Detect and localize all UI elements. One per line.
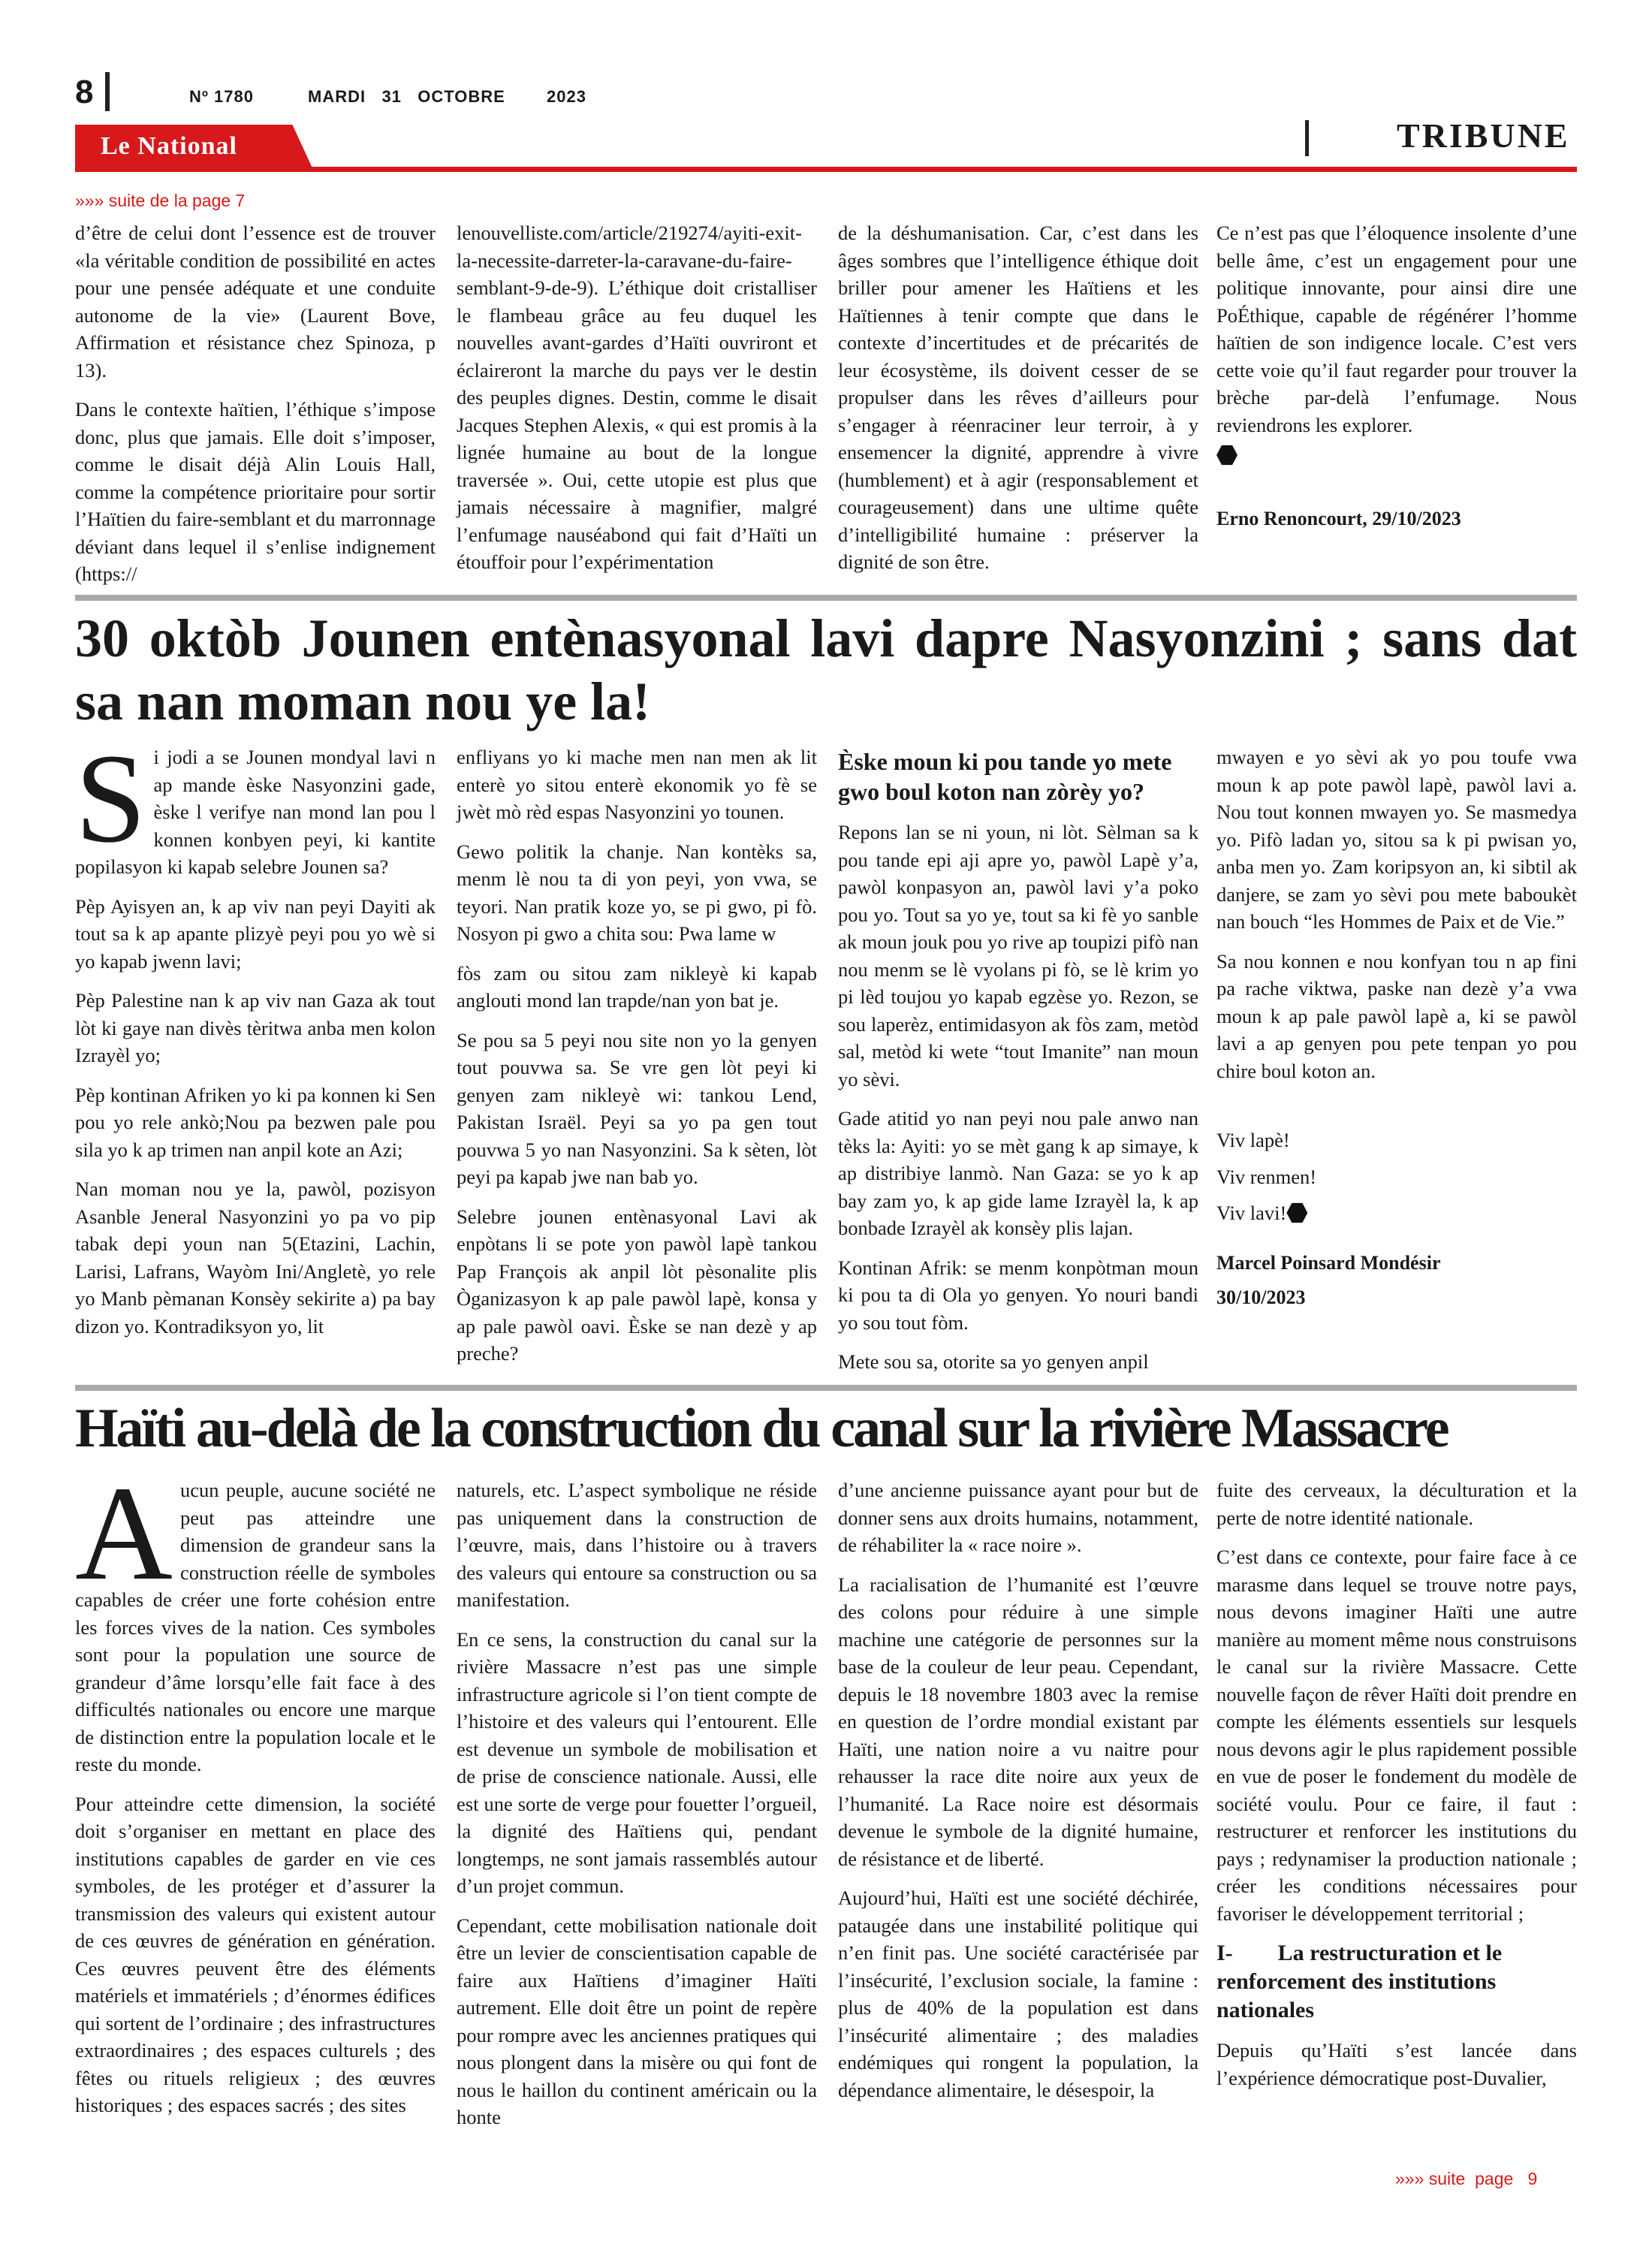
paragraph: mwayen e yo sèvi ak yo pou toufe vwa moun k ap pote pawòl lapè, pawòl lavi a. Nou tout konnen mwayen yo. Se masmedya yo. Pifò ladan yo, sitou sa k pi pwisan yo, anba men yo. Zam koripsyon an, ki sibtil ak danjere, se zam yo sèvi pou mete baboukèt nan bouch “les Hommes de Paix et de Vie.” bbox=[1216, 746, 1577, 933]
paragraph: fòs zam ou sitou zam nikleyè ki kapab anglouti mond lan trapde/nan yon bat je. bbox=[457, 961, 817, 1012]
paragraph: La racialisation de l’humanité est l’œuvre des colons pour réduire à une simple machine une catégorie de personnes sur la base de la couleur de leur peau. Cependant, depuis le 18 novembre 1803 avec la remise en question de l’ordre mondial existant par Haïti, une nation noire a vu naitre pour rehausser la race dite noire aux yeux de l’humanité. La Race noire est désormais devenue le symbole de la dignité humaine, de résistance et de liberté. bbox=[838, 1573, 1198, 1870]
article1-column-2 bbox=[457, 219, 817, 588]
article3-headline: Haïti au-delà de la construction du canal sur la rivière Massacre bbox=[75, 1398, 1448, 1459]
paragraph: Sa nou konnen e nou konfyan tou n ap fini pa rache viktwa, paske nan dezè y’a vwa moun k ap pale pawòl lapè a, ki se pawòl lavi a ap genyen pou pete tenpan yo pou chire boul koton an. bbox=[1216, 949, 1577, 1082]
continued-from[interactable]: »»» suite de la page 7 bbox=[75, 191, 246, 210]
paragraph: fuite des cerveaux, la déculturation et la perte de notre identité nationale. bbox=[1216, 1479, 1577, 1529]
article3-column-2 bbox=[457, 1476, 817, 2143]
brand-logo: Le National bbox=[101, 132, 237, 160]
paragraph: Nan moman nou ye la, pawòl, pozisyon Asanble Jeneral Nasyonzini yo pa vo pip tabak depi youn nan 5(Etazini, Lachin, Larisi, Lafrans, Wayòm Ini/Angletè, yo rele yo Manb pèmanan Konsèy sekirite a) pa bay dizon yo. Kontradiksyon yo, lit bbox=[75, 1178, 436, 1338]
subheading: Èske moun ki pou tande yo mete gwo boul koton nan zòrèy yo? bbox=[838, 748, 1172, 805]
drop-cap: S bbox=[75, 728, 146, 869]
paragraph: Pèp kontinan Afriken yo ki pa konnen ki Sen pou yo rele ankò;Nou pa bezwen pale pou sila yo k ap trimen nan anpil kote an Azi; bbox=[75, 1083, 436, 1161]
section-heading: I- La restructuration et le renforcement des institutions nationales bbox=[1216, 1941, 1508, 2022]
paragraph: Mete sou sa, otorite sa yo genyen anpil bbox=[838, 1350, 1149, 1373]
paragraph: d’être de celui dont l’essence est de trouver «la véritable condition de possibilité en actes pour une pensée adéquate et une conduite autonome de la vie» (Laurent Bove, Affirmation et résistance chez Spinoza, p 13). bbox=[75, 222, 436, 382]
section-title: TRIBUNE bbox=[1397, 116, 1570, 155]
paragraph: Depuis qu’Haïti s’est lancée dans l’expérience démocratique post-Duvalier, bbox=[1216, 2039, 1577, 2089]
end-mark-icon bbox=[1216, 445, 1237, 466]
page-number-divider bbox=[105, 72, 110, 111]
paragraph: En ce sens, la construction du canal sur la rivière Massacre n’est pas une simple infrastructure agricole si l’on tient compte de l’histoire et des valeurs qui l’entourent. Elle est devenue un symbole de mobilisation et de prise de conscience nationale. Aussi, elle est une sorte de verge pour fouetter l’orgueil, la dignité des Haïtiens qui, pendant longtemps, ne sont jamais rassemblés autour d’un projet commun. bbox=[457, 1627, 817, 1897]
paragraph: Pèp Ayisyen an, k ap viv nan peyi Dayiti ak tout sa k ap apante plizyè peyi pou yo wè si yo kapab jwenn lavi; bbox=[75, 894, 436, 973]
article3-column-1 bbox=[75, 1458, 436, 2131]
header-rule bbox=[75, 167, 1577, 172]
paragraph: Gade atitid yo nan peyi nou pale anwo nan tèks la: Ayiti: yo se mèt gang k ap simaye, k ap distribiye lanmò. Nan Gaza: se yo k ap bay zam yo, k ap gide lame Izrayèl la, k ap bonbade Izrayèl ak konsèy plis lajan. bbox=[838, 1107, 1198, 1239]
article2-column-1 bbox=[75, 728, 436, 1352]
article2-column-2 bbox=[457, 743, 817, 1380]
paragraph: ucun peuple, aucune société ne peut pas atteindre une dimension de grandeur sans la construction réelle de symboles capables de créer une forte cohésion entre les forces vives de la nation. Ces symboles sont pour la population une source de grandeur d’âme lorsqu’elle fait face à des difficultés nationales ou encore une marque de distinction entre la population locale et le reste du monde. bbox=[75, 1479, 436, 1775]
issue-number: Nº 1780 bbox=[189, 87, 254, 106]
paragraph: de la déshumanisation. Car, c’est dans les âges sombres que l’intelligence éthique doit briller pour amener les Haïtiens et les Haïtiennes à tenir compte que dans le contexte d’incertitudes et de précarités de leur écosystème, ils doivent cesser de se propulser dans les rêves d’ailleurs pour s’engager à réenraciner leur terroir, à y ensemencer la dignité, apprendre à vivre (humblement) et à agir (responsablement et courageusement) dans une ultime quête d’intelligibilité humaine : préserver la dignité de son être. bbox=[838, 222, 1198, 573]
paragraph: lenouvelliste.com/article/219274/ayiti-exit-la-necessite-darreter-la-caravane-du-faire-semblant-9-de-9). L’éthique doit cristalliser le flambeau grâce au feu duquel les nouvelles avant-gardes d’Haïti ouvriront et éclaireront la marche du pays ver le destin des peuples dignes. Destin, comme le disait Jacques Stephen Alexis, « qui est promis à la lignée humaine au bout de la longue traversée ». Oui, cette utopie est plus que jamais nécessaire à magnifier, malgré l’enfumage nauséabond qui fait d’Haïti un étouffoir pour l’expérimentation bbox=[457, 222, 817, 573]
issue-date: MARDI 31 OCTOBRE bbox=[308, 87, 505, 106]
article2-headline: 30 oktòb Jounen entènasyonal lavi dapre Nasyonzini ; sans dat sa nan moman nou ye la! bbox=[75, 608, 1577, 731]
paragraph: naturels, etc. L’aspect symbolique ne réside pas uniquement dans la construction de l’œuvre, mais, dans l’histoire ou à travers des valeurs qui entoure sa construction ou sa manifestation. bbox=[457, 1479, 817, 1611]
article3-column-3 bbox=[838, 1476, 1198, 2116]
end-mark-icon bbox=[1286, 1202, 1307, 1223]
issue-year: 2023 bbox=[547, 87, 586, 106]
closing-line: Viv lavi! bbox=[1216, 1202, 1287, 1224]
article1-column-4 bbox=[1216, 219, 1577, 544]
paragraph: Pèp Palestine nan k ap viv nan Gaza ak tout lòt ki gaye nan divès tèritwa anba men kolon Izrayèl yo; bbox=[75, 989, 436, 1066]
closing-line: Viv lapè! bbox=[1216, 1129, 1290, 1151]
drop-cap: A bbox=[75, 1458, 173, 1608]
article2-column-3 bbox=[838, 746, 1198, 1388]
paragraph: Gewo politik la chanje. Nan kontèks sa, menm lè nou ta di yon peyi, yon vwa, se teyori. Nan pratik koze yo, se pi gwo, pi fò. Nosyon pi gwo a chita sou: Pwa lame w bbox=[457, 840, 817, 945]
continued-to[interactable]: »»» suite page 9 bbox=[1395, 2169, 1538, 2188]
paragraph: d’une ancienne puissance ayant pour but de donner sens aux droits humains, notamment, de réhabiliter la « race noire ». bbox=[838, 1479, 1198, 1556]
article1-column-3 bbox=[838, 219, 1198, 588]
paragraph: Pour atteindre cette dimension, la société doit s’organiser en mettant en place des institutions capables de garder en vie ces symboles, de les protéger et d’assurer la transmission des valeurs qui existent autour de ces œuvres de génération en génération. Ces œuvres peuvent être des éléments matériels et immatériels ; d’énormes édifices qui sortent de l’ordinaire ; des infrastructures extraordinaires ; des espaces culturels ; des fêtes ou rituels religieux ; des œuvres historiques ; des espaces sacrés ; des sites bbox=[75, 1792, 436, 2116]
closing-line: Viv renmen! bbox=[1216, 1165, 1317, 1188]
paragraph: i jodi a se Jounen mondyal lavi n ap mande èske Nasyonzini gade, èske l verifye nan mond lan pou l konnen konbyen peyi, ki kantite popilasyon ki kapab selebre Jounen sa? bbox=[75, 746, 436, 878]
page-number: 8 bbox=[75, 74, 94, 110]
article-separator bbox=[75, 595, 1577, 601]
paragraph: Repons lan se ni youn, ni lòt. Sèlman sa k pou tande epi aji apre yo, pawòl Lapè y’a, pawòl konpasyon an, pawòl lavi y’a poko pou yo. Tout sa yo ye, tout sa ki fè yo sanble ak moun jouk pou yo rive ap toupizi pifò nan nou menm se lè vyolans pi fò, se lè krim yo pi lèd toujou yo kapab egzèse yo. Rezon, se sou laperèz, entimidasyon ak fòs zam, metòd sal, metòd ki wete “tout Imanite” nan moun yo sèvi. bbox=[838, 821, 1198, 1090]
signature-date: 30/10/2023 bbox=[1216, 1286, 1306, 1308]
paragraph: Aujourd’hui, Haïti est une société déchirée, pataugée dans une instabilité politique qui n’en finit pas. Une société caractérisée par l’insécurité, l’exclusion sociale, la famine : plus de 40% de la population est dans l’insécurité alimentaire ; des maladies endémiques qui rongent la population, la dépendance alimentaire, le désespoir, la bbox=[838, 1887, 1198, 2101]
signature: Erno Renoncourt, 29/10/2023 bbox=[1216, 507, 1461, 529]
article3-column-4 bbox=[1216, 1476, 1577, 2104]
article-separator bbox=[75, 1385, 1577, 1391]
paragraph: Dans le contexte haïtien, l’éthique s’impose donc, plus que jamais. Elle doit s’imposer, comme le disait déjà Alin Louis Hall, comme la compétence prioritaire pour sortir l’Haïtien du faire-semblant et du marronnage déviant dans lequel il s’enlise indignement (https:// bbox=[75, 398, 436, 585]
signature-name: Marcel Poinsard Mondésir bbox=[1216, 1251, 1441, 1274]
article2-column-4 bbox=[1216, 743, 1577, 1324]
paragraph: enfliyans yo ki mache men nan men ak lit enterè yo sitou enterè ekonomik yo fè se jwèt mò rèd espas Nasyonzini yo tounen. bbox=[457, 746, 817, 823]
section-divider bbox=[1305, 120, 1309, 156]
paragraph: C’est dans ce contexte, pour faire face à ce marasme dans lequel se trouve notre pays, nous devons imaginer Haïti une autre manière au moment même nous construisons le canal sur la rivière Massacre. Cette nouvelle façon de rêver Haïti doit prendre en compte les éléments essentiels sur lesquels nous devons agir le plus rapidement possible en vue de poser le fondement du modèle de société voulu. Pour ce faire, il faut : restructurer et renforcer les institutions du pays ; redynamiser la production nationale ; créer les conditions nécessaires pour favoriser le développement territorial ; bbox=[1216, 1546, 1577, 1925]
paragraph: Selebre jounen entènasyonal Lavi ak enpòtans li se pote yon pawòl lapè tankou Pap François ak anpil lòt pèsonalite plis Òganizasyon k ap pale pawòl lapè, konsa y ap pale pawòl oavi. Èske se nan dezè y ap preche? bbox=[457, 1205, 817, 1365]
paragraph: Cependant, cette mobilisation nationale doit être un levier de conscientisation capable de faire aux Haïtiens d’imaginer Haïti autrement. Elle doit être un point de repère pour rompre avec les anciennes pratiques qui nous plongent dans la misère ou qui font de nous le haillon du continent américain ou la honte bbox=[457, 1914, 817, 2128]
paragraph: Ce n’est pas que l’éloquence insolente d’une belle âme, c’est un engagement pour une politique innovante, pour ainsi dire une PoÉthique, capable de régénérer l’homme haïtien de son indigence locale. C’est vers cette voie qu’il faut regarder pour trouver la brèche par-delà l’enfumage. Nous reviendrons les explorer. bbox=[1216, 222, 1577, 436]
paragraph: Kontinan Afrik: se menm konpòtman moun ki pou ta di Ola yo genyen. Yo nouri bandi yo sou tout fòm. bbox=[838, 1256, 1198, 1334]
paragraph: Se pou sa 5 peyi nou site non yo la genyen tout pouvwa sa. Se vre gen lòt peyi ki genyen zam nikleyè wi: tankou Lend, Pakistan Israël. Peyi sa yo pa gen tout pouvwa 5 yo nan Nasyonzini. Sa k sèten, lòt peyi pa kapab jwe nan bab yo. bbox=[457, 1028, 817, 1188]
article1-column-1 bbox=[75, 219, 436, 600]
